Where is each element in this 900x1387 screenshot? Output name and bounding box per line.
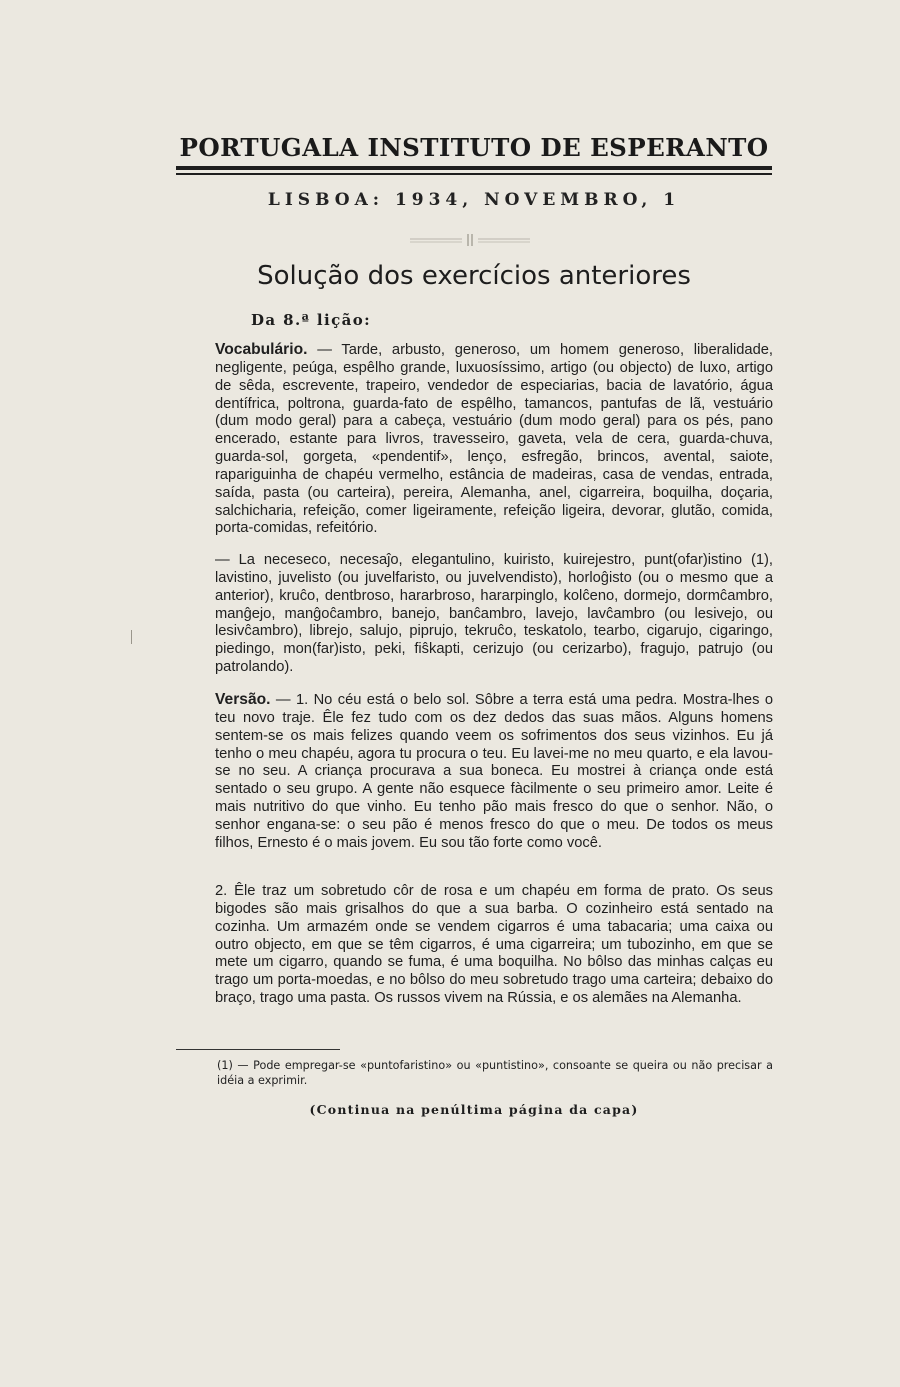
lesson-subtitle: Da 8.ª lição: — [251, 311, 372, 329]
masthead-rule-thick — [176, 166, 772, 170]
masthead-rule-thin — [176, 173, 772, 175]
vocabulario-text: — Tarde, arbusto, generoso, um homem generoso, liberalidade, negligente, peúga, espêlho grande, luxuosíssimo, artigo (ou objecto) de luxo, artigo de sêda, escrevente, trapeiro, vendedor de especiarias, bacia de lavatório, água dentífrica, poltrona, guarda-fato de espêlho, tamancos, pantufas de lã, vestuário (dum modo geral) para a cabeça, vestuário (dum modo geral) para os pés, pano encerado, estante para livros, travesseiro, gaveta, vela de cera, guarda-chuva, guarda-sol, gorgeta, «pendentif», lenço, esfregão, brincos, avental, saiote, rapariguinha de chapéu vermelho, estância de madeiras, casa de vendas, entrada, saída, pasta (ou carteira), pereira, Alemanha, anel, cigarreira, boquilha, doçaria, salchicharia, refeição, comer ligeiramente, refeição ligeira, devorar, glutão, comida, porta-comidas, refeitório. — [215, 342, 773, 537]
esperanto-text: — La neceseco, necesaĵo, elegantulino, kuiristo, kuirejestro, punt(ofar)istino (1), lavistino, juvelisto (ou juvelfaristo, ou juvelvendisto), horloĝisto (ou o mesmo que a anterior), kruĉo, dentbroso, hararbroso, hararpinglo, kolĉeno, dormejo, dormĉambro, manĝejo, manĝoĉambro, banejo, banĉambro, lavejo, lavĉambro (ou lesivejo, ou lesivĉambro), librejo, salujo, piprujo, tekruĉo, teskatolo, tearbo, cigarujo, cigaringo, piedingo, mon(far)isto, peki, fiŝkapti, cerizujo (ou cerizarbo), fragujo, patrujo (ou patrolando). — [215, 552, 773, 676]
versao-heading: Versão. — [215, 691, 271, 708]
footnote-rule — [176, 1049, 340, 1050]
footnote: (1) — Pode empregar-se «puntofaristino» ou «puntistino», consoante se queira ou não precisar a idéia a exprimir. — [217, 1059, 773, 1087]
versao-text-part1: — 1. No céu está o belo sol. Sôbre a terra está uma pedra. Mostra-lhes o teu novo traje. Êle fez tudo com os dez dedos das suas mãos. Alguns homens sentem-se os mais felizes quando veem os sofrimentos dos seus vizinhos. Eu já tenho o meu chapéu, agora tu procura o teu. Eu lavei-me no meu quarto, e ela lavou-se no seu. A criança procurava a sua boneca. Eu mostrei à criança onde está sentado o seu grupo. A gente não esquece fàcilmente o seu primeiro amor. Leite é mais nutritivo do que vinho. Eu tenho pão mais fresco do que o senhor. Não, o senhor engana-se: o seu pão é menos fresco do que o meu. De todos os meus filhos, Ernesto é o mais jovem. Eu sou tão forte como você. — [215, 692, 773, 851]
vocabulario-heading: Vocabulário. — [215, 341, 308, 358]
versao-paragraph — [177, 691, 773, 853]
esperanto-paragraph — [177, 552, 773, 677]
continuation-note: (Continua na penúltima página da capa) — [309, 1102, 639, 1117]
page-title: Solução dos exercícios anteriores — [257, 261, 691, 291]
divider-ornament-icon — [410, 233, 530, 247]
dateline: LISBOA: 1934, NOVEMBRO, 1 — [267, 190, 681, 210]
versao-part2-paragraph — [177, 883, 773, 1008]
masthead: PORTUGALA INSTITUTO DE ESPERANTO — [179, 133, 769, 162]
vocabulario-paragraph — [177, 341, 773, 538]
versao-text-part2: 2. Êle traz um sobretudo côr de rosa e um chapéu em forma de prato. Os seus bigodes são mais grisalhos do que a sua barba. O cozinheiro está sentado na cozinha. Um armazém onde se vendem cigarros é uma tabacaria; uma caixa ou outro objecto, em que se têm cigarros, é uma cigarreira; um tubozinho, em que se mete um cigarro, quando se fuma, é uma boquilha. No bôlso das minhas calças eu trago um porta-moedas, e no bôlso do meu sobretudo trago uma carteira; debaixo do braço, trago uma pasta. Os russos vivem na Rússia, e os alemães na Alemanha. — [215, 883, 773, 1007]
margin-mark — [131, 630, 132, 644]
